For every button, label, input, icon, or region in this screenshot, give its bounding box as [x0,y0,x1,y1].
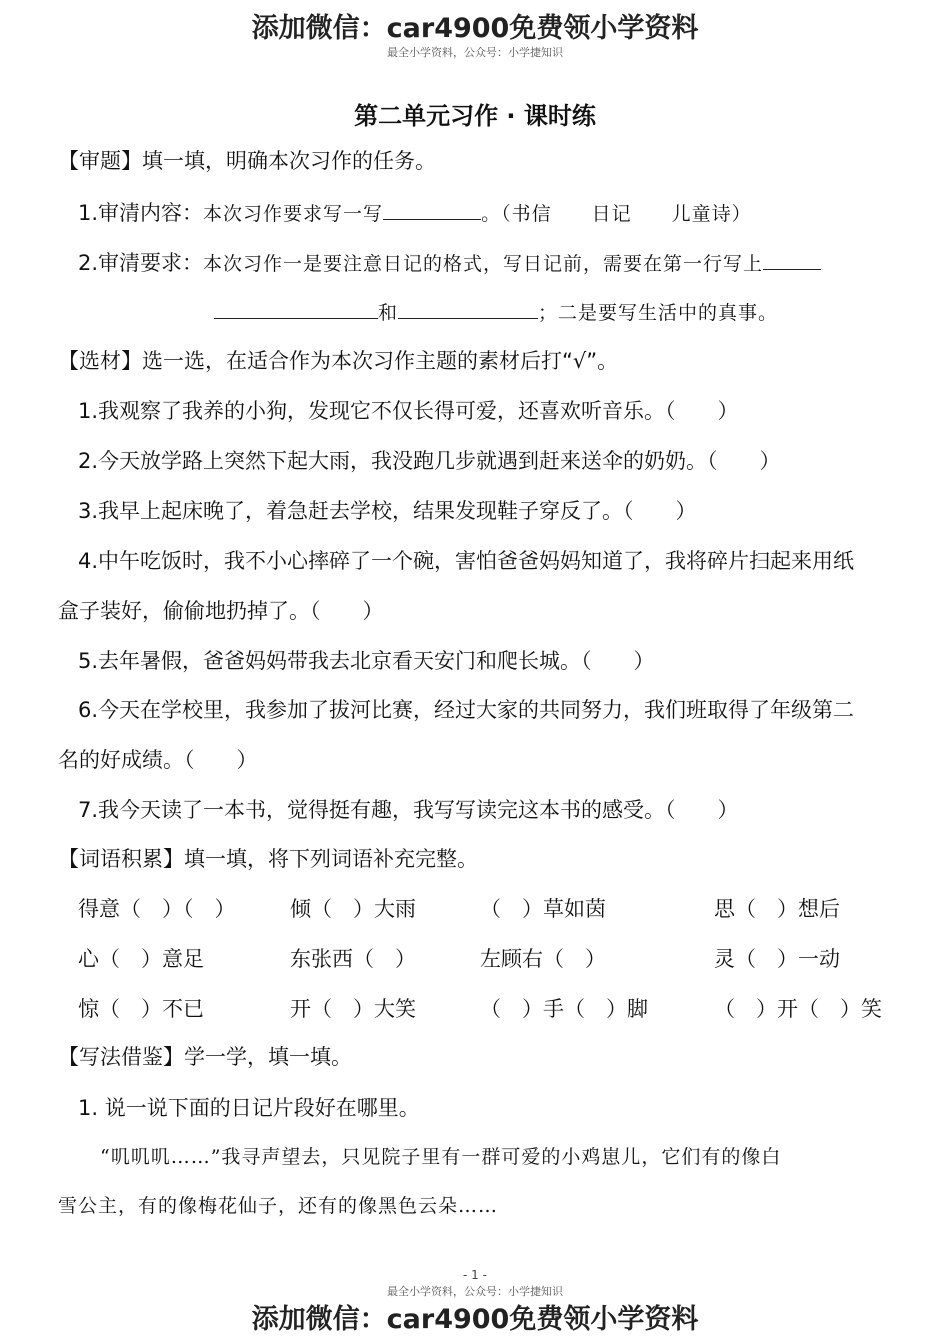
list-item: 5.去年暑假，爸爸妈妈带我去北京看天安门和爬长城。（ ） [78,649,655,673]
question-2-label: 2.审清要求： [78,251,204,275]
question-xiefa-1: 1. 说一说下面的日记片段好在哪里。 [78,1096,420,1120]
word-item: （ ）草如茵 [480,897,606,921]
watermark-footer-line: 最全小学资料，公众号：小学捷知识 [387,1285,563,1298]
word-item: 东张西（ ） [290,947,416,971]
list-item: 1.我观察了我养的小狗，发现它不仅长得可爱，还喜欢听音乐。（ ） [78,399,739,423]
word-item: 开（ ）大笑 [290,997,416,1021]
answer-blank[interactable] [763,247,821,270]
question-1-options: 。（书信 日记 儿童诗） [481,203,752,225]
list-item: 2.今天放学路上突然下起大雨，我没跑几步就遇到赶来送伞的奶奶。（ ） [78,449,781,473]
list-item: 3.我早上起床晚了，着急赶去学校，结果发现鞋子穿反了。（ ） [78,499,697,523]
question-1-text: 本次习作要求写一写 [203,203,384,225]
word-item: 左顾右（ ） [480,947,606,971]
diary-passage-line-1: “叽叽叽……”我寻声望去，只见院子里有一群可爱的小鸡崽儿，它们有的像白 [100,1146,782,1168]
word-item: （ ）手（ ）脚 [480,997,648,1021]
word-item: 灵（ ）一动 [714,947,840,971]
answer-blank[interactable] [383,197,481,220]
word-item: 惊（ ）不已 [78,997,204,1021]
section-header-xiefa: 【写法借鉴】学一学，填一填。 [58,1045,352,1069]
word-item: 倾（ ）大雨 [290,897,416,921]
section-header-shenti: 【审题】填一填，明确本次习作的任务。 [58,149,436,173]
list-item: 7.我今天读了一本书，觉得挺有趣，我写写读完这本书的感受。（ ） [78,798,739,822]
question-2 [78,247,821,279]
question-2-end: ；二是要写生活中的真事。 [538,302,779,324]
word-item: 得意（ ）（ ） [78,897,236,921]
list-item: 6.今天在学校里，我参加了拔河比赛，经过大家的共同努力，我们班取得了年级第二 [78,698,855,722]
watermark-banner-top: 添加微信：car4900免费领小学资料 [251,13,699,44]
question-2-text: 本次习作一是要注意日记的格式，写日记前，需要在第一行写上 [203,253,764,275]
watermark-banner-bottom: 添加微信：car4900免费领小学资料 [251,1304,699,1335]
list-item: 4.中午吃饭时，我不小心摔碎了一个碗，害怕爸爸妈妈知道了，我将碎片扫起来用纸 [78,549,855,573]
section-header-ciyu: 【词语积累】填一填，将下列词语补充完整。 [58,847,478,871]
answer-blank[interactable] [214,296,378,319]
list-item-continued: 盒子装好，偷偷地扔掉了。（ ） [58,599,384,623]
diary-passage-line-2: 雪公主，有的像梅花仙子，还有的像黑色云朵…… [58,1195,499,1217]
section-header-xuancai: 【选材】选一选，在适合作为本次习作主题的素材后打“√”。 [58,349,619,373]
word-item: 思（ ）想后 [714,897,840,921]
watermark-subnote-top: 最全小学资料，公众号：小学捷知识 [387,46,563,59]
question-1 [78,197,752,229]
page-number: - 1 - [463,1268,487,1282]
question-2-and: 和 [378,302,399,324]
question-2-continued [214,296,778,328]
list-item-continued: 名的好成绩。（ ） [58,748,258,772]
word-item: （ ）开（ ）笑 [714,997,882,1021]
question-1-label: 1.审清内容： [78,201,204,225]
answer-blank[interactable] [398,296,538,319]
page-title: 第二单元习作 · 课时练 [354,102,596,130]
word-item: 心（ ）意足 [78,947,204,971]
